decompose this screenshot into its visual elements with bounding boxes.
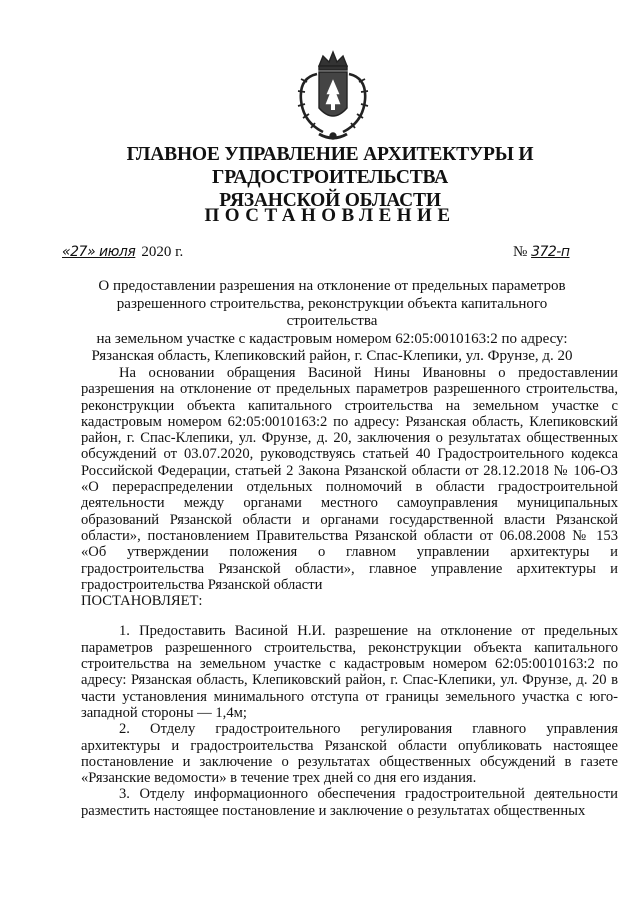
preamble-paragraph: На основании обращения Васиной Нины Ивановны о предоставлении разрешения на отклонение от предельных параметров разрешенного строительства, реконструкции объекта капитального строительства на земельном участке с кадастровым номером 62:05:0010163:2 по адресу: Рязанская область, Клепиковский район, г. Спас-Клепики, ул. Фрунзе, д. 20, заключения о результатах общественных обсуждений от 03.07.2020, руководствуясь статьей 40 Градостроительного кодекса Российской Федерации, статьей 2 Закона Рязанской области от 28.12.2018 № 106-ОЗ «О перераспределении отдельных полномочий в области градостроительной деятельности между органами местного самоуправления муниципальных образований Рязанской области и органами государственной власти Рязанской области», постановлением Правительства Рязанской области от 06.08.2008 № 153 «Об утверждении положения о главном управлении архитектуры и градостроительства Рязанской области», главное управление архитектуры и градостроительства Рязанской области — [81, 365, 618, 593]
coat-of-arms-icon — [289, 46, 377, 146]
document-body — [81, 365, 618, 819]
subject-line-3: на земельном участке с кадастровым номером 62:05:0010163:2 по адресу: — [96, 330, 568, 347]
item-2-paragraph: 2. Отделу градостроительного регулирования главного управления архитектуры и градостроительства Рязанской области опубликовать настоящее постановление и заключение о результатах общественных обсуждений в газете «Рязанские ведомости» в течение трех дней со дня его издания. — [81, 721, 618, 787]
document-type: ПОСТАНОВЛЕНИЕ — [204, 205, 456, 226]
document-date — [62, 244, 183, 261]
organization-name — [40, 143, 620, 212]
organization-line-1: ГЛАВНОЕ УПРАВЛЕНИЕ АРХИТЕКТУРЫ И ГРАДОСТРОИТЕЛЬСТВА — [126, 144, 534, 188]
document-number — [513, 244, 570, 261]
number-prefix: № — [513, 244, 528, 260]
document-subject — [72, 278, 592, 366]
document-year: 2020 г. — [141, 244, 184, 260]
organization-line-2: РЯЗАНСКОЙ ОБЛАСТИ — [219, 190, 441, 211]
item-1-paragraph: 1. Предоставить Васиной Н.И. разрешение на отклонение от предельных параметров разрешенного строительства, реконструкции объекта капитального строительства на земельном участке с кадастровым номером 62:05:0010163:2 по адресу: Рязанская область, Клепиковский район, г. Спас-Клепики, ул. Фрунзе, д. 20 в части установления минимального отступа от границы земельного участка с юго-западной стороны — 1,4м; — [81, 623, 618, 721]
subject-line-1: О предоставлении разрешения на отклонение от предельных параметров — [98, 278, 566, 294]
handwritten-date: «27» июля — [62, 244, 136, 260]
resolve-heading: ПОСТАНОВЛЯЕТ: — [81, 593, 203, 610]
subject-line-4: Рязанская область, Клепиковский район, г. Спас-Клепики, ул. Фрунзе, д. 20 — [91, 348, 573, 364]
subject-line-2: разрешенного строительства, реконструкции объекта капитального строительства — [116, 295, 548, 329]
item-3-paragraph: 3. Отделу информационного обеспечения градостроительной деятельности разместить настоящее постановление и заключение о результатах общественных — [81, 786, 618, 819]
handwritten-number: 372-п — [531, 244, 570, 260]
